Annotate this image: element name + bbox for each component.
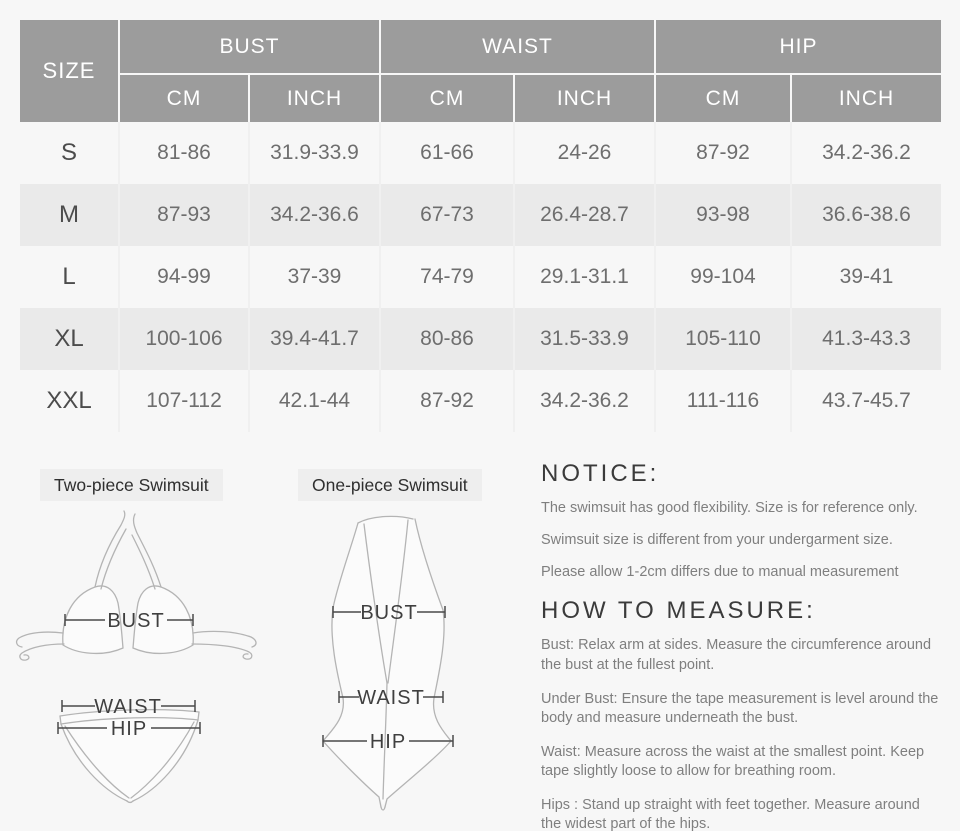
table-row-size-label: M	[20, 184, 120, 246]
table-cell: 43.7-45.7	[822, 389, 911, 412]
waist-inch-header: INCH	[515, 75, 656, 122]
hip-inch-header: INCH	[792, 75, 941, 122]
table-cell: 34.2-36.2	[822, 141, 911, 164]
table-cell: 87-92	[381, 370, 515, 432]
notice-heading: NOTICE:	[541, 460, 660, 487]
notice-item: The swimsuit has good flexibility. Size is for reference only.	[541, 500, 918, 516]
table-cell: 42.1-44	[250, 370, 381, 432]
bust-measure-label: BUST	[107, 610, 165, 632]
table-cell: 100-106	[120, 308, 250, 370]
hip-group-header: HIP	[656, 20, 941, 75]
size-column-header: SIZE	[20, 20, 120, 122]
two-piece-swimsuit-label: Two-piece Swimsuit	[40, 469, 223, 501]
table-cell: 31.9-33.9	[250, 122, 381, 184]
table-cell: 93-98	[656, 184, 792, 246]
table-cell: 34.2-36.2	[515, 370, 656, 432]
two-piece-swimsuit-diagram	[15, 505, 270, 820]
waist-group-header: WAIST	[381, 20, 656, 75]
table-cell: 74-79	[381, 246, 515, 308]
table-cell: 31.5-33.9	[515, 308, 656, 370]
table-cell: 41.3-43.3	[792, 308, 941, 370]
table-cell: 80-86	[381, 308, 515, 370]
table-cell: 39-41	[839, 265, 894, 288]
table-row-size-label: XL	[20, 308, 120, 370]
table-cell: 87-93	[120, 184, 250, 246]
one-piece-swimsuit-label: One-piece Swimsuit	[298, 469, 482, 501]
hip-measure-label: HIP	[110, 718, 148, 740]
table-row-size-label: S	[20, 122, 120, 184]
waist-measure-label: WAIST	[94, 696, 162, 718]
table-cell: 37-39	[250, 246, 381, 308]
table-cell: 36.6-38.6	[792, 184, 941, 246]
waist-cm-header: CM	[381, 75, 515, 122]
table-cell: 81-86	[120, 122, 250, 184]
bust-measure-label: BUST	[360, 602, 418, 624]
measure-instruction-waist: Waist: Measure across the waist at the smallest point. Keep tape slightly loose to allow for breathing room.	[541, 743, 925, 779]
bust-cm-header: CM	[120, 75, 250, 122]
one-piece-swimsuit-diagram	[293, 503, 513, 831]
table-cell: 87-92	[656, 122, 792, 184]
table-cell: 24-26	[515, 122, 656, 184]
hip-measure-label: HIP	[369, 731, 407, 753]
measure-instruction-bust: Bust: Relax arm at sides. Measure the circumference around the bust at the fullest point.	[541, 637, 932, 673]
table-row-size-label: XXL	[20, 370, 120, 432]
bust-inch-header: INCH	[250, 75, 381, 122]
table-cell: 34.2-36.6	[250, 184, 381, 246]
measure-instruction-under-bust: Under Bust: Ensure the tape measurement is level around the body and measure underneath the bust.	[541, 690, 939, 726]
table-cell: 99-104	[656, 246, 792, 308]
bust-group-header: BUST	[120, 20, 381, 75]
hip-cm-header: CM	[656, 75, 792, 122]
measure-instruction-hips: Hips : Stand up straight with feet together. Measure around the widest part of the hips.	[541, 797, 920, 831]
table-cell: 61-66	[381, 122, 515, 184]
table-cell: 67-73	[381, 184, 515, 246]
table-cell: 111-116	[656, 370, 792, 432]
info-column	[541, 460, 943, 831]
waist-measure-label: WAIST	[357, 687, 425, 709]
table-cell: 107-112	[120, 370, 250, 432]
table-cell: 94-99	[120, 246, 250, 308]
table-cell: 105-110	[656, 308, 792, 370]
notice-item: Please allow 1-2cm differs due to manual measurement	[541, 564, 899, 581]
notice-item: Swimsuit size is different from your undergarment size.	[541, 532, 893, 549]
table-cell: 26.4-28.7	[515, 184, 656, 246]
table-row-size-label: L	[20, 246, 120, 308]
how-to-measure-heading: HOW TO MEASURE:	[541, 597, 816, 625]
table-cell: 39.4-41.7	[250, 308, 381, 370]
table-cell: 29.1-31.1	[515, 246, 656, 308]
size-table	[20, 20, 941, 432]
